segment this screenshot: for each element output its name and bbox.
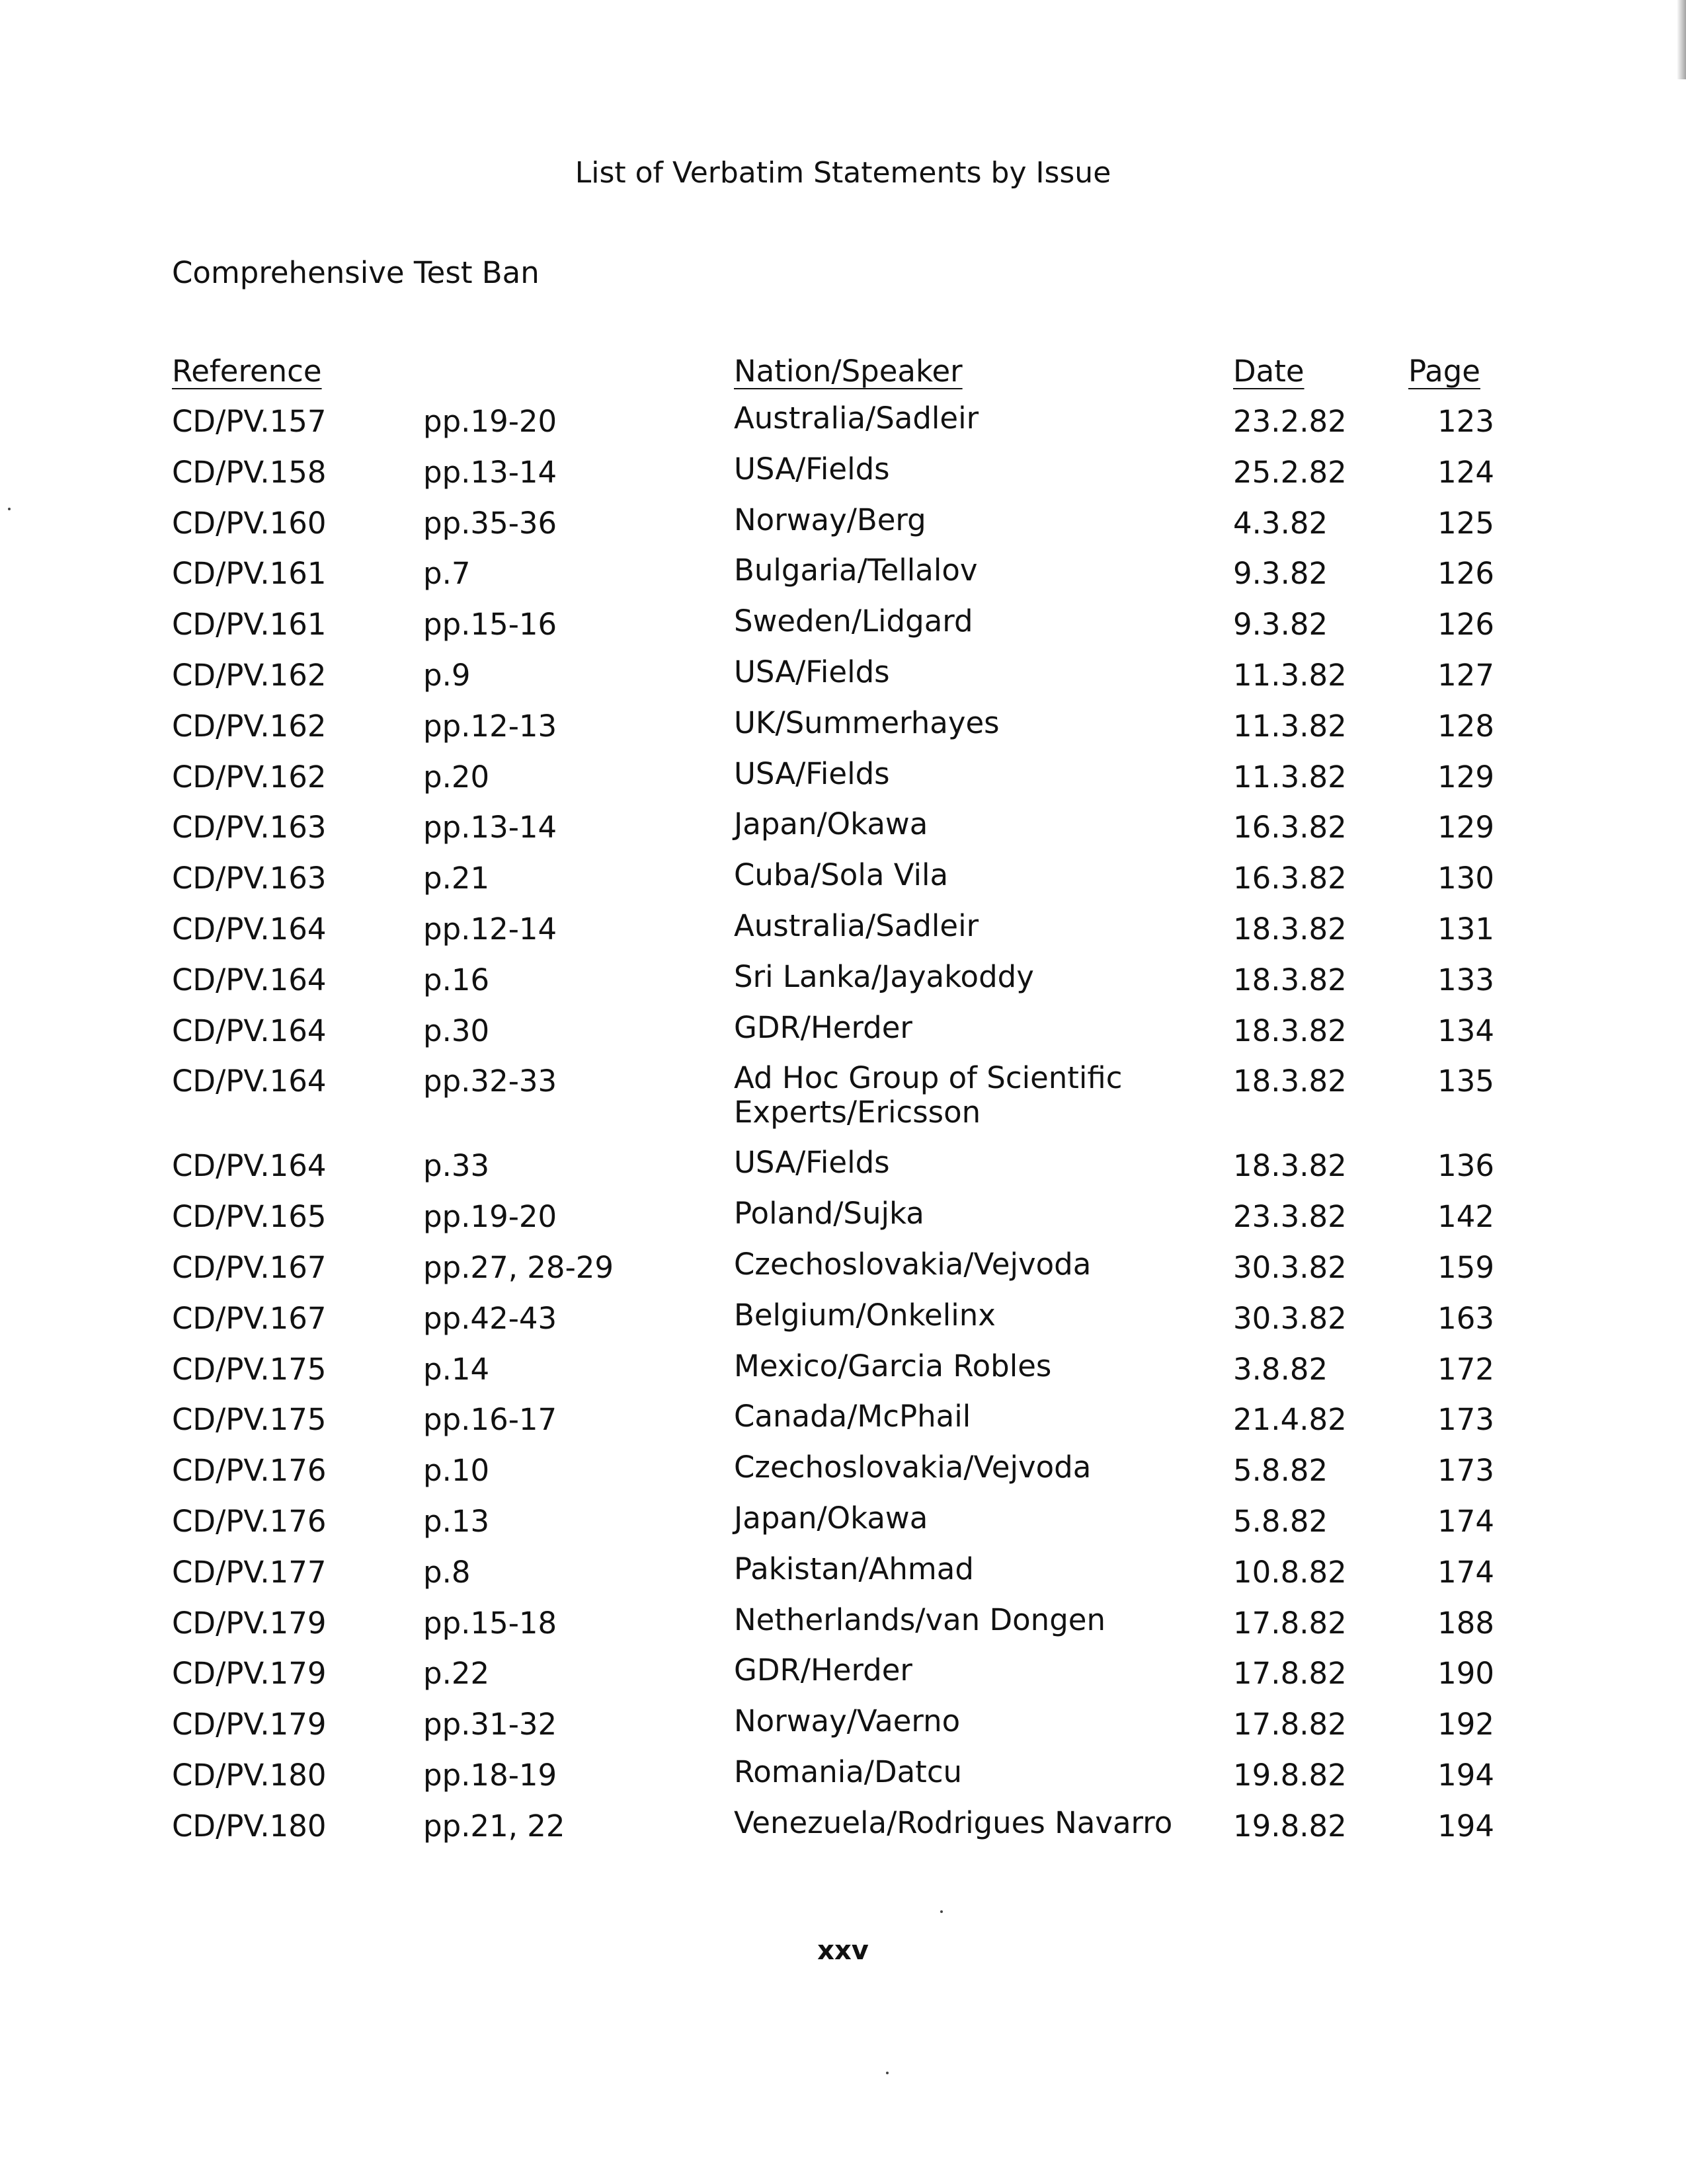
nation-speaker-cell: Czechoslovakia/Vejvoda — [734, 1450, 1092, 1485]
nation-speaker-cell: Romania/Datcu — [734, 1754, 963, 1789]
pages-cell: pp.27, 28-29 — [423, 1249, 614, 1285]
table-row — [172, 1500, 1494, 1555]
nation-speaker-cell: USA/Fields — [734, 654, 890, 689]
page-cell: 194 — [1437, 1808, 1494, 1844]
reference-cell: CD/PV.163 — [172, 861, 327, 896]
pages-cell: pp.35-36 — [423, 505, 557, 541]
date-cell: 11.3.82 — [1233, 759, 1347, 795]
pages-cell: pp.42-43 — [423, 1300, 557, 1336]
scan-edge-mark — [1677, 0, 1686, 79]
date-cell: 23.3.82 — [1233, 1199, 1347, 1235]
table-row — [172, 1703, 1494, 1758]
page-cell: 129 — [1437, 810, 1494, 845]
page-cell: 136 — [1437, 1148, 1494, 1184]
date-cell: 19.8.82 — [1233, 1808, 1347, 1844]
table-row — [172, 1246, 1494, 1301]
reference-cell: CD/PV.161 — [172, 607, 327, 643]
pages-cell: p.8 — [423, 1554, 471, 1590]
pages-cell: p.13 — [423, 1503, 490, 1539]
statements-table — [172, 354, 1494, 1859]
reference-cell: CD/PV.175 — [172, 1351, 327, 1387]
pages-cell: pp.13-14 — [423, 454, 557, 490]
date-cell: 30.3.82 — [1233, 1300, 1347, 1336]
pages-cell: p.10 — [423, 1453, 490, 1489]
nation-speaker-cell: Ad Hoc Group of Scientific Experts/Ericsson — [734, 1060, 1123, 1130]
page-cell: 127 — [1437, 657, 1494, 693]
table-row — [172, 1145, 1494, 1199]
reference-cell: CD/PV.179 — [172, 1707, 327, 1742]
pages-cell: pp.12-13 — [423, 708, 557, 744]
header-date: Date — [1233, 354, 1305, 389]
pages-cell: pp.19-20 — [423, 404, 557, 439]
date-cell: 9.3.82 — [1233, 556, 1328, 592]
date-cell: 11.3.82 — [1233, 708, 1347, 744]
nation-speaker-cell: GDR/Herder — [734, 1653, 912, 1688]
page-cell: 159 — [1437, 1249, 1494, 1285]
nation-speaker-cell: Czechoslovakia/Vejvoda — [734, 1246, 1092, 1282]
date-cell: 19.8.82 — [1233, 1757, 1347, 1793]
table-row — [172, 1602, 1494, 1657]
date-cell: 21.4.82 — [1233, 1402, 1347, 1438]
nation-speaker-cell: USA/Fields — [734, 451, 890, 487]
table-row — [172, 1399, 1494, 1453]
table-row — [172, 654, 1494, 709]
nation-speaker-cell: Norway/Vaerno — [734, 1703, 961, 1739]
page-title: List of Verbatim Statements by Issue — [575, 156, 1111, 190]
table-row — [172, 401, 1494, 455]
nation-speaker-cell: Mexico/Garcia Robles — [734, 1348, 1052, 1384]
table-row — [172, 705, 1494, 760]
table-row — [172, 1754, 1494, 1809]
nation-speaker-cell: Venezuela/Rodrigues Navarro — [734, 1805, 1173, 1840]
reference-cell: CD/PV.162 — [172, 708, 327, 744]
date-cell: 10.8.82 — [1233, 1554, 1347, 1590]
reference-cell: CD/PV.164 — [172, 1064, 327, 1099]
date-cell: 5.8.82 — [1233, 1503, 1328, 1539]
date-cell: 18.3.82 — [1233, 1148, 1347, 1184]
table-row — [172, 1551, 1494, 1606]
date-cell: 18.3.82 — [1233, 1013, 1347, 1048]
nation-speaker-cell: Japan/Okawa — [734, 1500, 928, 1536]
reference-cell: CD/PV.180 — [172, 1757, 327, 1793]
date-cell: 18.3.82 — [1233, 1064, 1347, 1099]
nation-speaker-cell: Japan/Okawa — [734, 806, 928, 842]
pages-cell: p.22 — [423, 1656, 490, 1692]
pages-cell: pp.21, 22 — [423, 1808, 565, 1844]
date-cell: 9.3.82 — [1233, 607, 1328, 643]
page-cell: 124 — [1437, 454, 1494, 490]
table-row — [172, 553, 1494, 607]
reference-cell: CD/PV.180 — [172, 1808, 327, 1844]
section-heading: Comprehensive Test Ban — [172, 255, 540, 290]
pages-cell: p.14 — [423, 1351, 490, 1387]
page-cell: 123 — [1437, 404, 1494, 439]
nation-speaker-cell: Poland/Sujka — [734, 1196, 924, 1231]
table-row — [172, 908, 1494, 962]
nation-speaker-cell: Belgium/Onkelinx — [734, 1297, 996, 1333]
date-cell: 16.3.82 — [1233, 810, 1347, 845]
nation-speaker-cell: Netherlands/van Dongen — [734, 1602, 1105, 1637]
scan-speck — [8, 508, 11, 510]
reference-cell: CD/PV.164 — [172, 1148, 327, 1184]
scan-speck — [940, 1910, 943, 1913]
nation-speaker-cell: Sweden/Lidgard — [734, 604, 973, 639]
reference-cell: CD/PV.179 — [172, 1605, 327, 1641]
page-cell: 134 — [1437, 1013, 1494, 1048]
header-nation-speaker: Nation/Speaker — [734, 354, 963, 389]
reference-cell: CD/PV.157 — [172, 404, 327, 439]
page-cell: 172 — [1437, 1351, 1494, 1387]
nation-speaker-cell: Bulgaria/Tellalov — [734, 553, 978, 588]
pages-cell: pp.19-20 — [423, 1199, 557, 1235]
table-row — [172, 1348, 1494, 1403]
page-cell: 135 — [1437, 1064, 1494, 1099]
reference-cell: CD/PV.176 — [172, 1503, 327, 1539]
table-row — [172, 958, 1494, 1013]
reference-cell: CD/PV.164 — [172, 911, 327, 947]
pages-cell: p.16 — [423, 962, 490, 997]
table-row — [172, 1450, 1494, 1504]
page-cell: 174 — [1437, 1554, 1494, 1590]
table-row — [172, 502, 1494, 557]
reference-cell: CD/PV.162 — [172, 657, 327, 693]
date-cell: 17.8.82 — [1233, 1707, 1347, 1742]
table-row — [172, 756, 1494, 810]
page-cell: 188 — [1437, 1605, 1494, 1641]
page-number: xxv — [817, 1935, 869, 1966]
reference-cell: CD/PV.167 — [172, 1249, 327, 1285]
pages-cell: pp.15-16 — [423, 607, 557, 643]
nation-speaker-cell: USA/Fields — [734, 1145, 890, 1181]
table-row — [172, 1196, 1494, 1250]
reference-cell: CD/PV.164 — [172, 962, 327, 997]
date-cell: 23.2.82 — [1233, 404, 1347, 439]
nation-speaker-cell: Cuba/Sola Vila — [734, 857, 949, 893]
page-cell: 126 — [1437, 607, 1494, 643]
pages-cell: pp.31-32 — [423, 1707, 557, 1742]
pages-cell: p.20 — [423, 759, 490, 795]
nation-speaker-cell: Pakistan/Ahmad — [734, 1551, 974, 1586]
date-cell: 18.3.82 — [1233, 962, 1347, 997]
reference-cell: CD/PV.176 — [172, 1453, 327, 1489]
nation-speaker-cell: Australia/Sadleir — [734, 401, 979, 436]
table-row — [172, 1297, 1494, 1352]
pages-cell: pp.12-14 — [423, 911, 557, 947]
nation-speaker-cell: Australia/Sadleir — [734, 908, 979, 943]
nation-speaker-cell: Norway/Berg — [734, 502, 926, 537]
page-cell: 133 — [1437, 962, 1494, 997]
date-cell: 17.8.82 — [1233, 1656, 1347, 1692]
reference-cell: CD/PV.161 — [172, 556, 327, 592]
date-cell: 5.8.82 — [1233, 1453, 1328, 1489]
page-cell: 125 — [1437, 505, 1494, 541]
table-header — [172, 354, 1494, 404]
page-cell: 190 — [1437, 1656, 1494, 1692]
nation-speaker-cell: GDR/Herder — [734, 1009, 912, 1045]
header-page: Page — [1408, 354, 1480, 389]
page-cell: 194 — [1437, 1757, 1494, 1793]
table-row — [172, 1009, 1494, 1064]
pages-cell: pp.13-14 — [423, 810, 557, 845]
page-cell: 174 — [1437, 1503, 1494, 1539]
date-cell: 30.3.82 — [1233, 1249, 1347, 1285]
table-row — [172, 857, 1494, 912]
date-cell: 18.3.82 — [1233, 911, 1347, 947]
page-cell: 173 — [1437, 1453, 1494, 1489]
table-row — [172, 451, 1494, 506]
reference-cell: CD/PV.160 — [172, 505, 327, 541]
page-cell: 126 — [1437, 556, 1494, 592]
page-cell: 129 — [1437, 759, 1494, 795]
table-row — [172, 1653, 1494, 1707]
page-cell: 128 — [1437, 708, 1494, 744]
reference-cell: CD/PV.163 — [172, 810, 327, 845]
page-cell: 131 — [1437, 911, 1494, 947]
table-row — [172, 1805, 1494, 1859]
table-row — [172, 806, 1494, 861]
date-cell: 11.3.82 — [1233, 657, 1347, 693]
nation-speaker-cell: UK/Summerhayes — [734, 705, 1000, 740]
pages-cell: p.21 — [423, 861, 490, 896]
table-row — [172, 604, 1494, 658]
header-reference: Reference — [172, 354, 322, 389]
pages-cell: pp.15-18 — [423, 1605, 557, 1641]
reference-cell: CD/PV.164 — [172, 1013, 327, 1048]
date-cell: 4.3.82 — [1233, 505, 1328, 541]
pages-cell: p.9 — [423, 657, 471, 693]
date-cell: 17.8.82 — [1233, 1605, 1347, 1641]
reference-cell: CD/PV.162 — [172, 759, 327, 795]
reference-cell: CD/PV.167 — [172, 1300, 327, 1336]
pages-cell: p.30 — [423, 1013, 490, 1048]
nation-speaker-cell: USA/Fields — [734, 756, 890, 791]
reference-cell: CD/PV.158 — [172, 454, 327, 490]
pages-cell: pp.18-19 — [423, 1757, 557, 1793]
nation-speaker-cell: Sri Lanka/Jayakoddy — [734, 958, 1034, 994]
reference-cell: CD/PV.165 — [172, 1199, 327, 1235]
reference-cell: CD/PV.179 — [172, 1656, 327, 1692]
page-cell: 163 — [1437, 1300, 1494, 1336]
date-cell: 25.2.82 — [1233, 454, 1347, 490]
table-body — [172, 401, 1494, 1859]
page-cell: 130 — [1437, 861, 1494, 896]
pages-cell: pp.16-17 — [423, 1402, 557, 1438]
reference-cell: CD/PV.177 — [172, 1554, 327, 1590]
page-cell: 173 — [1437, 1402, 1494, 1438]
pages-cell: pp.32-33 — [423, 1064, 557, 1099]
date-cell: 3.8.82 — [1233, 1351, 1328, 1387]
pages-cell: p.33 — [423, 1148, 490, 1184]
scan-speck — [886, 2072, 889, 2074]
reference-cell: CD/PV.175 — [172, 1402, 327, 1438]
table-row — [172, 1060, 1494, 1148]
pages-cell: p.7 — [423, 556, 471, 592]
page-cell: 192 — [1437, 1707, 1494, 1742]
nation-speaker-cell: Canada/McPhail — [734, 1399, 971, 1434]
page-cell: 142 — [1437, 1199, 1494, 1235]
date-cell: 16.3.82 — [1233, 861, 1347, 896]
